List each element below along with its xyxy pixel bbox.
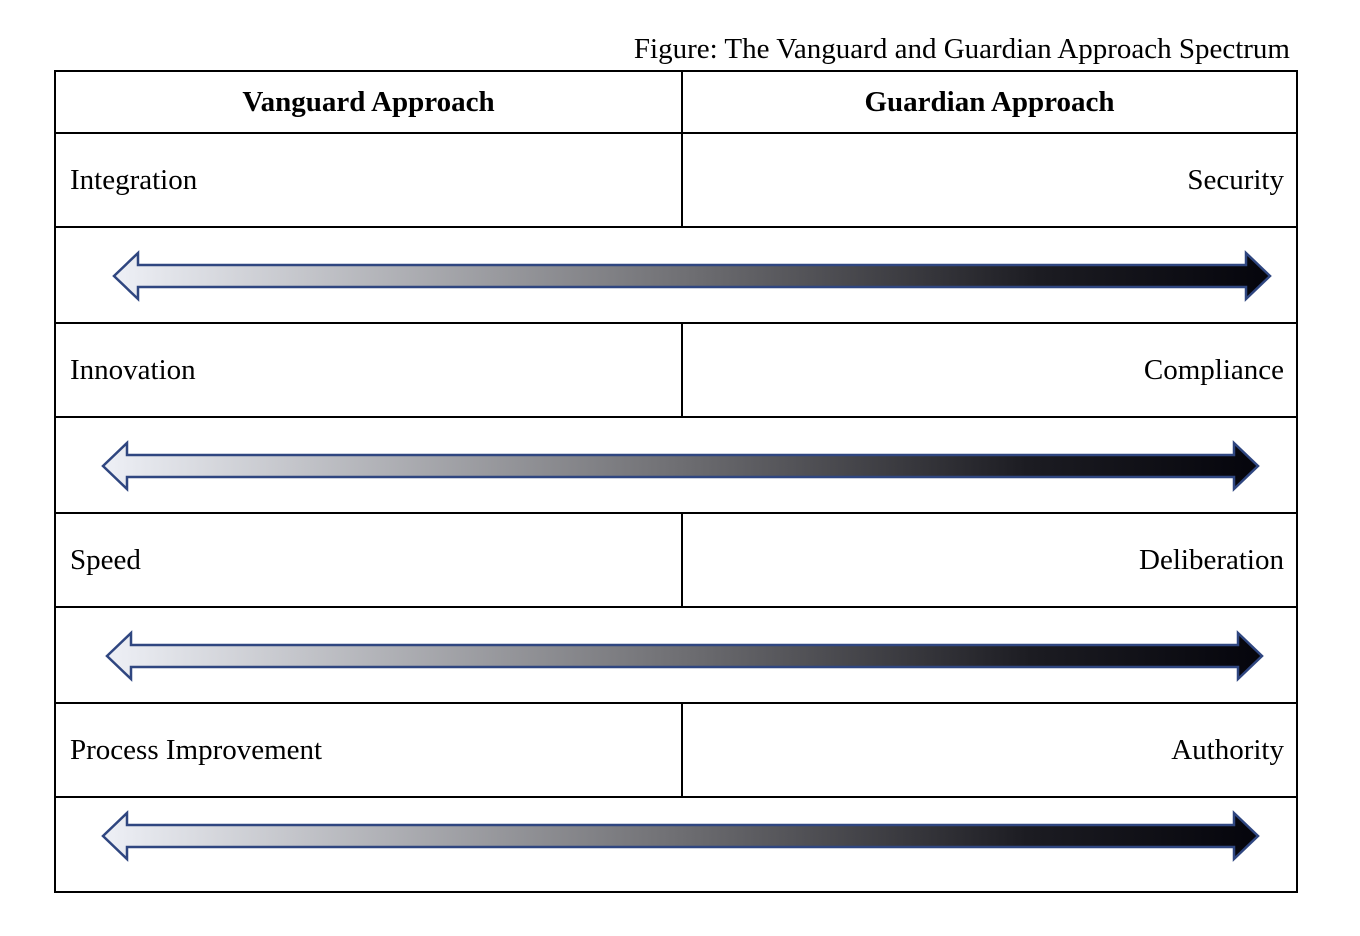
double-arrow-icon — [56, 228, 1296, 324]
vanguard-trait: Speed — [56, 514, 683, 606]
spectrum-arrow — [103, 443, 1258, 489]
spectrum-arrow — [103, 813, 1258, 859]
guardian-trait: Security — [1187, 163, 1284, 196]
figure-caption: Figure: The Vanguard and Guardian Approach Spectrum — [633, 33, 1290, 65]
label-row — [56, 134, 1296, 228]
guardian-trait: Compliance — [1143, 353, 1284, 386]
spectrum-arrow-row — [56, 228, 1296, 324]
guardian-header: Guardian Approach — [864, 85, 1115, 118]
spectrum-arrow — [114, 253, 1270, 299]
spectrum-arrow-row — [56, 608, 1296, 704]
guardian-trait: Authority — [1171, 733, 1284, 766]
spectrum-arrow-row — [56, 798, 1296, 891]
guardian-trait: Deliberation — [1139, 543, 1284, 576]
label-row — [56, 704, 1296, 798]
vanguard-trait: Integration — [56, 134, 683, 226]
vanguard-trait: Innovation — [56, 324, 683, 416]
label-row — [56, 324, 1296, 418]
vanguard-trait: Process Improvement — [56, 704, 683, 796]
label-row — [56, 514, 1296, 608]
spectrum-arrow — [107, 633, 1262, 679]
vanguard-header: Vanguard Approach — [56, 72, 683, 132]
spectrum-table — [54, 70, 1298, 893]
double-arrow-icon — [56, 798, 1296, 891]
double-arrow-icon — [56, 418, 1296, 514]
spectrum-arrow-row — [56, 418, 1296, 514]
header-row — [56, 72, 1296, 134]
double-arrow-icon — [56, 608, 1296, 704]
